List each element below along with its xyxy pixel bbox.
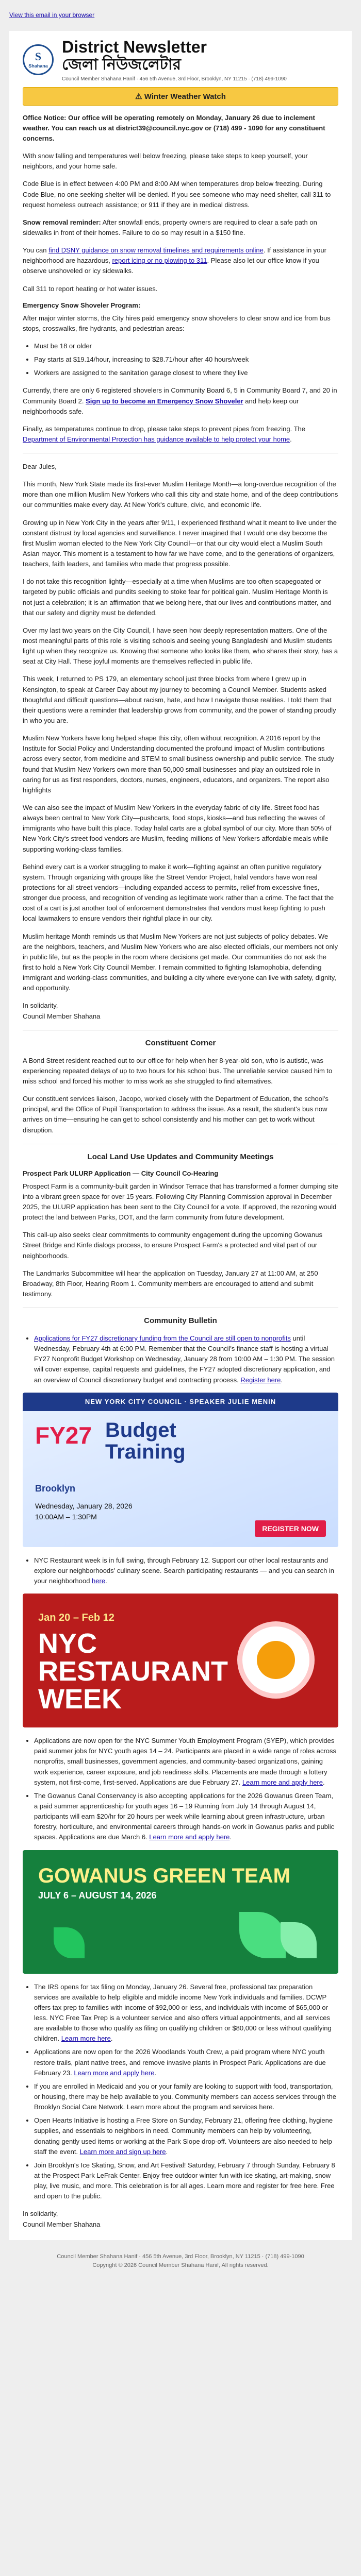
safety-paragraph: With snow falling and temperatures well below freezing, please take steps to keep yourself, your neighbors, and your home safe. xyxy=(23,152,308,171)
weather-alert-title: Winter Weather Watch xyxy=(144,92,226,101)
list-item: • Pay starts at $19.14/hour, increasing to $28.71/hour after 40 hours/week xyxy=(34,354,338,365)
letter-paragraph: I do not take this recognition lightly—especially at a time when Muslims are too often scapegoated or targeted by public officials and pundits seeking to stoke fear for political gain. Muslim Heritage Month is not just a celebration; it is an affirmation that we belong here, that our lives and contributions matter, and that our safety and dignity must be defended. xyxy=(23,578,332,617)
masthead-address: Council Member Shahana Hanif · 456 5th Avenue, 3rd Floor, Brooklyn, NY 11215 · (718) 499-1090 xyxy=(62,76,287,82)
closing-text: In solidarity, xyxy=(23,2210,58,2218)
plate-icon xyxy=(237,1621,315,1699)
budget-training-flyer xyxy=(23,1393,338,1547)
page-title: District Newsletter xyxy=(62,38,207,56)
masthead-titles xyxy=(62,38,338,82)
bulletin-item: • Applications are now open for the NYC Summer Youth Employment Program (SYEP), which provides paid summer jobs for NYC youth ages 14 – 24. Participants are placed in a wide range of roles across nonprofits, small businesses, government agencies, and community-based organizations, gaining work experience, career exposure, and job readiness skills. Placements are made through a lottery system, not first-come, first-served. Applications are due February 27. Learn more and apply here. xyxy=(34,1736,338,1788)
syep-apply-link[interactable]: Learn more and apply here xyxy=(242,1778,323,1786)
bulletin-list xyxy=(23,1555,338,1586)
shoveler-signup-link[interactable]: Sign up to become an Emergency Snow Shoveler xyxy=(86,397,243,405)
heating-paragraph: Call 311 to report heating or hot water issues. xyxy=(23,284,158,293)
newsletter-card xyxy=(9,31,352,2240)
constituent-paragraph: A Bond Street resident reached out to our office for help when her 8-year-old son, who is autistic, was experiencing repeated delays of up to two hours for his school bus. The unreliable service caused him to miss school and forced his mother to miss work as she struggled to find alternatives. xyxy=(23,1056,333,1085)
letter-paragraph: Muslim New Yorkers have long helped shape this city, often without recognition. A 2016 report by the Institute for Social Policy and Understanding documented the profound impact of Muslim contributions across every sector, from medicine and STEM to small business ownership and public service. The study found that Muslim New Yorkers own more than 50,000 small businesses and play an outsized role in caring for us as first responders, doctors, nurses, engineers, educators, and organizers. The report also highlights xyxy=(23,734,334,794)
flyer-dates: JULY 6 – AUGUST 14, 2026 xyxy=(38,1890,157,1901)
logo-letter: S xyxy=(35,50,42,63)
flyer-headline: Budget Training xyxy=(105,1418,186,1463)
letter-paragraph: Growing up in New York City in the years after 9/11, I experienced firsthand what it meant to live under the constant distrust by local agencies and surveillance. I never imagined that I would one day become the first Muslim woman elected to the New York City Council—or that our city would elect a Muslim South Asian mayor. This moment is a testament to how far we have come, and to the generations of organizers, teachers, faith leaders, and families who made that progress possible. xyxy=(23,518,337,568)
green-team-flyer xyxy=(23,1850,338,1974)
weather-alert-banner xyxy=(23,87,338,106)
list-item: • Must be 18 or older xyxy=(34,341,338,351)
office-notice: Office Notice: Our office will be operating remotely on Monday, January 26 due to inclement weather. You can reach us at district39@council.nyc.gov or (718) 499 - 1090 for any constituent concerns. xyxy=(23,113,325,142)
letter-paragraph: We can also see the impact of Muslim New Yorkers in the everyday fabric of city life. Street food has always been central to New York City—pushcarts, food stops, kiosks—and bus reflecting the waves of immigrants who have built this place. Today halal carts are a global symbol of our city. More than 50% of New York City's street food vendors are Muslim, feeding millions of New Yorkers affordable meals while supporting working-class families. xyxy=(23,804,332,853)
council-logo xyxy=(23,44,54,75)
bulletin-item: • Applications are now open for the 2026 Woodlands Youth Crew, a paid program where NYC youth restore trails, plant native trees, and remove invasive plants in Prospect Park. Applications are due February 23. Learn more and apply here. xyxy=(34,2047,338,2078)
bulletin-item: • The Gowanus Canal Conservancy is also accepting applications for the 2026 Gowanus Green Team, a paid summer apprenticeship for youth ages 16 – 19 Running from July 14 through August 14, participants will earn $20/hr for 20 hours per week while learning about green infrastructure, urban forestry, horticulture, and environmental careers through hands-on work in Gowanus parks and public spaces. Applications are due March 6. Learn more and apply here. xyxy=(34,1791,338,1843)
letter-paragraph: Behind every cart is a worker struggling to make it work—fighting against an often punitive regulatory system. Through organizing with groups like the Street Vendor Project, halal vendors have won real protections for all street vendors—including expanded access to permits, relief from excessive fines, stronger due process, and recognition of vending as legitimate work rather than a crime. The fact that the cost of a cart is just another tool of enforcement demonstrates that vendors must keep fighting to push local lawmakers to ensure vendors their rightful place in our city. xyxy=(23,862,334,923)
list-item: • Workers are assigned to the sanitation garage closest to where they live xyxy=(34,368,338,378)
footer-copyright: Copyright © 2026 Council Member Shahana Hanif, All rights reserved. xyxy=(92,2262,269,2269)
footer-address: Council Member Shahana Hanif · 456 5th Avenue, 3rd Floor, Brooklyn, NY 11215 · (718) 499-1090 xyxy=(57,2253,304,2260)
bulletin-item: • Join Brooklyn's Ice Skating, Snow, and Art Festival! Saturday, February 7 through Sunday, February 8 at the Prospect Park LeFrak Center. Enjoy free outdoor winter fun with ice skating, art-making, snow play, live music, and more. This celebration is for all ages. Learn more and register for free here. Free and open to the public. xyxy=(34,2160,338,2202)
letter-paragraph: This week, I returned to PS 179, an elementary school just three blocks from where I grew up in Kensington, to speak at Career Day about my journey to becoming a Council Member. Students asked thoughtful and difficult questions—about racism, hate, and how I navigate those realities. I told them that their questions were a reminder that leadership grows from community, and the power of standing proudly in who you are. xyxy=(23,675,336,725)
flyer-register-tag: REGISTER NOW xyxy=(255,1520,326,1537)
letter-paragraph: Over my last two years on the City Council, I have seen how deeply representation matters. One of the most meaningful parts of this role is visiting schools and seeing young Bangladeshi and Muslim students light up when they recognize us. Knowing that someone who looks like them, who shares their story, has a seat at City Hall. These joyful moments are themselves reflected in public life. xyxy=(23,626,338,666)
flyer-headline: NYC RESTAURANT WEEK xyxy=(38,1628,228,1715)
letter-closing: In solidarity, xyxy=(23,1002,58,1010)
bulletin-item: • The IRS opens for tax filing on Monday, January 26. Several free, professional tax preparation services are available to help eligible and middle income New York individuals and families. DCWP offers tax prep to families with income of $92,000 or less, and individuals with income of $65,000 or less. NYC Free Tax Prep is a volunteer service and also offers virtual appointments, and all services are available to those who qualify as filing on qualifying children or $80,000 or less without qualifying children. Learn more here. xyxy=(34,1982,338,2044)
leaf-icon xyxy=(281,1922,317,1958)
leaf-icon xyxy=(54,1927,85,1958)
land-use-paragraph: The Landmarks Subcommittee will hear the application on Tuesday, January 27 at 11:00 AM, at 250 Broadway, 8th Floor, Hearing Room 1. Community members are encouraged to attend and submit testimony. xyxy=(23,1269,318,1298)
dep-guidance-link[interactable]: Department of Environmental Protection has guidance available to help protect your home xyxy=(23,435,290,443)
letter-greeting: Dear Jules, xyxy=(23,463,57,471)
bulletin-list xyxy=(23,1982,338,2202)
warning-icon: ⚠ xyxy=(135,92,144,101)
bulletin-item: • If you are enrolled in Medicaid and you or your family are looking to support with food, transportation, or housing, there may be help available to you. Community members can access services through the Brooklyn Social Care Network. Learn more about the program and services here. xyxy=(34,2081,338,2112)
bulletin-title: Community Bulletin xyxy=(144,1316,217,1326)
emergency-shoveler-list xyxy=(23,341,338,378)
page-title-bengali: জেলা নিউজলেটার xyxy=(62,56,182,74)
report-311-link[interactable]: report icing or no plowing to 311 xyxy=(112,257,207,265)
emergency-shoveler-paragraph: After major winter storms, the City hires paid emergency snow shovelers to clear snow and ice from bus stops, crosswalks, fire hydrants, and pedestrian areas: xyxy=(23,314,331,332)
letter-signature: Council Member Shahana xyxy=(23,1012,101,1020)
dsny-guidance-link[interactable]: find DSNY guidance on snow removal timelines and requirements online xyxy=(48,246,264,255)
discretionary-funding-link[interactable]: Applications for FY27 discretionary funding from the Council are still open to nonprofits xyxy=(34,1334,291,1343)
restaurant-week-link[interactable]: here xyxy=(92,1577,106,1585)
view-in-browser-link[interactable]: View this email in your browser xyxy=(9,11,95,19)
letter-paragraph: This month, New York State made its first-ever Muslim Heritage Month—a long-overdue recognition of the more than one million Muslim New Yorkers who call this city and state home, and of the deep contributions our communities make every day. At New York's culture, civic, and economic life. xyxy=(23,480,338,509)
register-shoveler-paragraph: Currently, there are only 6 registered shovelers in Community Board 6, 5 in Community Board 7, and 20 in Community Board 2. Sign up to become an Emergency Snow Shoveler and help keep our neighborhoods safe. xyxy=(23,386,337,415)
flyer-fy: FY27 xyxy=(35,1421,92,1449)
letter-paragraph: Muslim heritage Month reminds us that Muslim New Yorkers are not just subjects of policy debates. We are the neighbors, teachers, and Muslim New Yorkers who are also elected officials, our members not only in public life, but as the people in the room where decisions get made. Our communities do not ask the first to hold a New York City Council Member. I remain committed to fighting Islamophobia, defending immigrant and working-class communities, and building a city where everyone can live with safety, dignity, and opportunity. xyxy=(23,932,338,992)
register-budget-workshop-link[interactable]: Register here xyxy=(240,1376,281,1384)
bulletin-item: • Open Hearts Initiative is hosting a Free Store on Sunday, February 21, offering free clothing, hygiene supplies, and essentials to neighbors in need. Community members can help by volunteering, donating gently used items or working at the Park Slope drop-off. Volunteers are also needed to help staff the event. Learn more and sign up here. xyxy=(34,2115,338,2157)
land-use-paragraph: Prospect Farm is a community-built garden in Windsor Terrace that has transformed a former dumping site into a vibrant green space for over 15 years. Following City Planning Commission approval in December 2025, the ULURP application has been sent to the City Council for a vote. If approved, the rezoning would protect the land between Parks, DOT, and the farm community from future development. xyxy=(23,1182,338,1222)
land-use-subtitle: Prospect Park ULURP Application — City Council Co-Hearing xyxy=(23,1169,219,1177)
letter-signoff xyxy=(23,1001,338,1021)
bulletin-item: • Applications for FY27 discretionary funding from the Council are still open to nonprofits until Wednesday, February 4th at 6:00 PM. Remember that the Council's finance staff is hosting a virtual FY27 Nonprofit Budget Workshop on Wednesday, January 28 from 10:00 AM – 1:30 PM. The session will cover expense, capital requests and guidelines, the FY27 adopted discretionary application, and an overview of Council discretionary budget and contracting process. Register here. xyxy=(34,1333,338,1385)
masthead xyxy=(23,38,338,82)
green-team-apply-link[interactable]: Learn more and apply here xyxy=(149,1833,230,1841)
constituent-corner-title: Constituent Corner xyxy=(145,1038,216,1047)
land-use-title: Local Land Use Updates and Community Meetings xyxy=(87,1152,274,1161)
leaf-icon xyxy=(239,1912,286,1958)
bulletin-item: • NYC Restaurant week is in full swing, through February 12. Support our other local restaurants and explore our neighborhoods' culinary scene. Search participating restaurants — and you can search in your neighborhood here. xyxy=(34,1555,338,1586)
code-blue-paragraph: Code Blue is in effect between 4:00 PM and 8:00 AM when temperatures drop below freezing. During Code Blue, no one seeking shelter will be denied. If you see someone who may need shelter, call 311 to request homeless outreach assistance; or 911 if they are in medical distress. xyxy=(23,180,331,209)
flyer-when: Wednesday, January 28, 2026 10:00AM – 1:30PM xyxy=(35,1501,133,1521)
flyer-band: NEW YORK CITY COUNCIL · SPEAKER JULIE MENIN xyxy=(23,1393,338,1411)
flyer-headline: GOWANUS GREEN TEAM xyxy=(38,1864,290,1887)
woodlands-crew-link[interactable]: Learn more and apply here xyxy=(74,2069,155,2077)
topbar xyxy=(0,0,361,31)
bulletin-list xyxy=(23,1333,338,1385)
constituent-paragraph: Our constituent services liaison, Jacopo, worked closely with the Department of Education, the school's principal, and the Office of Pupil Transportation to address the issue. As a result, the student's bus now arrives on time—ensuring he can get to school consistently and his mother can get to work without disruption. xyxy=(23,1095,329,1134)
flyer-dates: Jan 20 – Feb 12 xyxy=(38,1612,114,1624)
tax-prep-link[interactable]: Learn more here xyxy=(61,2035,111,2043)
footer xyxy=(0,2240,361,2283)
emergency-shoveler-title: Emergency Snow Shoveler Program: xyxy=(23,301,141,309)
flyer-borough: Brooklyn xyxy=(35,1483,76,1494)
closing-signoff xyxy=(23,2209,338,2229)
bulletin-list xyxy=(23,1736,338,1842)
restaurant-week-flyer xyxy=(23,1594,338,1727)
logo-name: Shahana xyxy=(28,63,48,69)
land-use-paragraph: This call-up also seeks clear commitments to community engagement during the upcoming Gowanus Street Bridge and Kinfe dialogs process, to ensure Prospect Farm's a protected and vital part of our neighborhoods. xyxy=(23,1231,322,1260)
pipes-paragraph: Finally, as temperatures continue to drop, please take steps to prevent pipes from freezing. The Department of Environmental Protection has guidance available to help protect your home. xyxy=(23,425,305,443)
closing-name: Council Member Shahana xyxy=(23,2220,101,2228)
snow-removal-paragraph: Snow removal reminder: After snowfall ends, property owners are required to clear a safe path on sidewalks in front of their homes. Failure to do so may result in a $150 fine. xyxy=(23,218,317,236)
free-store-link[interactable]: Learn more and sign up here xyxy=(79,2147,166,2156)
dsny-paragraph: You can find DSNY guidance on snow removal timelines and requirements online. If assistance in your neighborhood are hazardous, report icing or no plowing to 311. Please also let our office know if you observe unshoveled or icy sidewalks. xyxy=(23,246,326,275)
